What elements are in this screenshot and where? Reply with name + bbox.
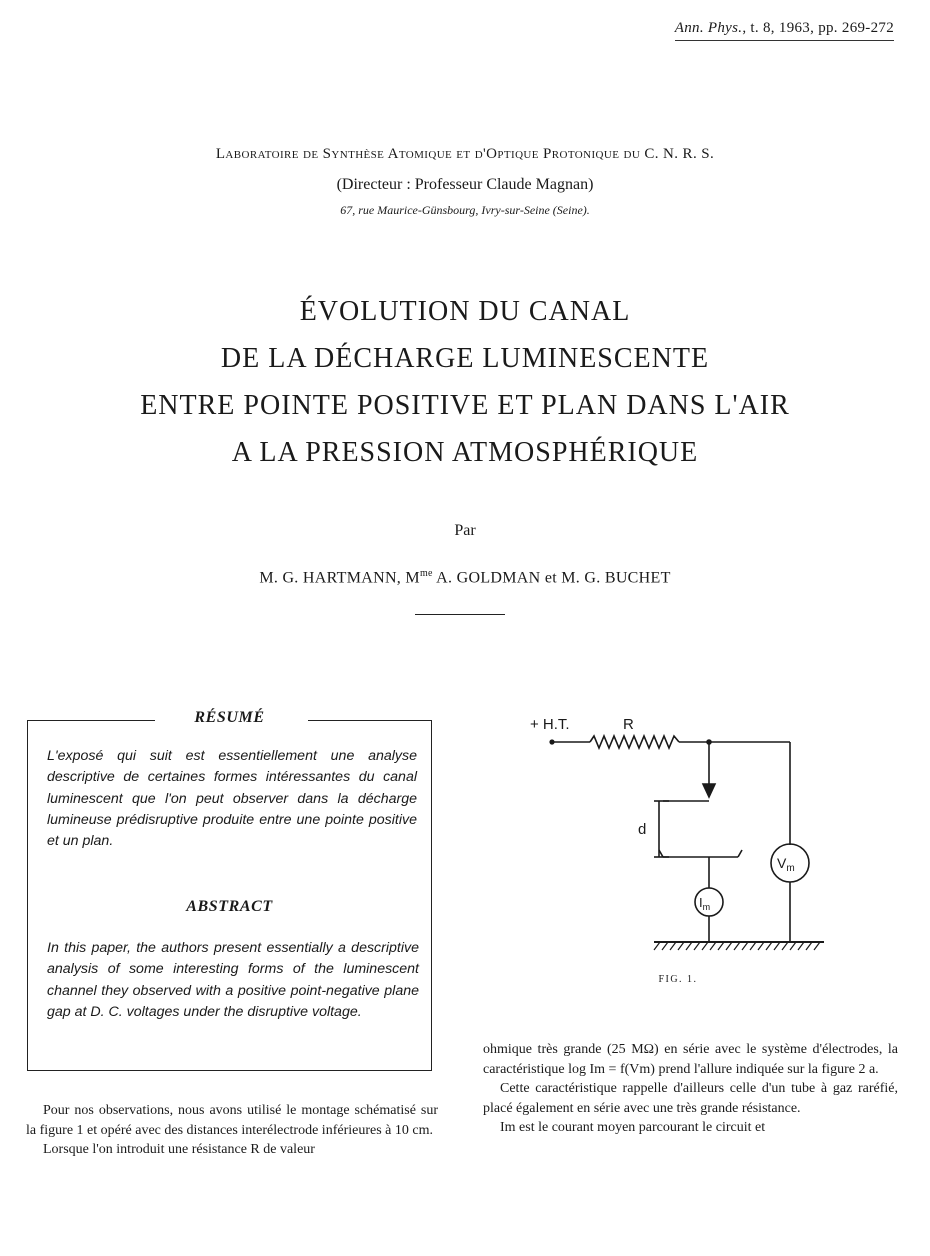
resume-text: L'exposé qui suit est essentiellement une analyse descriptive de certaines formes intéressantes du canal luminescent que l'on peut observer dans la décharge lumineuse prédisruptive produite entre une pointe positive et un plan. [47,748,417,850]
ground-symbol [654,942,824,950]
title-line-2: DE LA DÉCHARGE LUMINESCENTE [220,343,710,374]
resistor-zigzag [590,736,679,748]
body-paragraph: Lorsque l'on introduit une résistance R de valeur [43,1142,315,1157]
svg-text:Vm [777,855,795,874]
abstract-text: In this paper, the authors present essentially a descriptive analysis of some interesting forms of the luminescent channel they observed with a positive point-negative plane gap at D. C. voltages under the disruptive voltage. [47,940,419,1020]
body-column-right [483,1040,898,1138]
voltmeter-subscript: m [786,863,795,874]
body-paragraph: Pour nos observations, nous avons utilisé le montage schématisé sur la figure 1 et opéré avec des distances interélectrode inférieures à 10 cm. [26,1103,438,1138]
body-paragraph: Im est le courant moyen parcourant le circuit et [500,1120,766,1135]
plane-electrode [659,850,742,888]
separator-rule [415,614,505,615]
journal-citation [675,20,894,41]
conjunction-et: et [540,569,562,587]
author-buchet: M. G. BUCHET [561,569,671,587]
title-line-4: A LA PRESSION ATMOSPHÉRIQUE [231,437,699,468]
body-column-left [26,1101,438,1160]
author-hartmann: M. G. HARTMANN, [259,569,402,587]
abstract-heading: ABSTRACT [186,898,273,915]
ammeter-subscript: m [702,902,711,912]
resistor-label: R [623,716,634,733]
journal-name: Ann. Phys. [674,20,743,36]
circuit-diagram [528,700,838,960]
director-line: (Directeur : Professeur Claude Magnan) [336,176,594,193]
ammeter-label: I [699,895,703,910]
paper-title [0,288,930,476]
ht-label: + H.T. [530,716,570,733]
gap-indicator [638,801,669,857]
voltmeter-label: V [777,855,787,871]
title-mme: M [405,569,420,587]
address-line: 67, rue Maurice-Günsbourg, Ivry-sur-Seine (Seine). [340,203,590,217]
title-mme-superscript: me [419,568,433,579]
authors-line [0,568,930,587]
figure-caption: FIG. 1. [658,974,698,985]
citation-details: , t. 8, 1963, pp. 269-272 [742,20,894,36]
par-label: Par [454,522,476,539]
author-goldman: A. GOLDMAN [432,569,541,587]
gap-label: d [638,821,647,838]
body-paragraph: ohmique très grande (25 MΩ) en série avec le système d'électrodes, la caractéristique log Im = f(Vm) prend l'allure indiquée sur la figure 2 a. [483,1042,898,1077]
voltmeter [771,742,809,942]
resume-heading: RÉSUMÉ [194,709,265,726]
title-line-3: ENTRE POINTE POSITIVE ET PLAN DANS L'AIR [140,390,790,421]
ammeter [695,888,723,942]
laboratory-affiliation: Laboratoire de Synthèse Atomique et d'Optique Protonique du C. N. R. S. [215,146,715,162]
title-line-1: ÉVOLUTION DU CANAL [299,296,631,327]
supply-wire [550,736,790,748]
body-paragraph: Cette caractéristique rappelle d'ailleurs celle d'un tube à gaz raréfié, placé également en série avec une très grande résistance. [483,1081,898,1116]
point-electrode [663,742,715,801]
point-arrow-icon [703,784,715,797]
svg-text:Im [699,895,710,912]
